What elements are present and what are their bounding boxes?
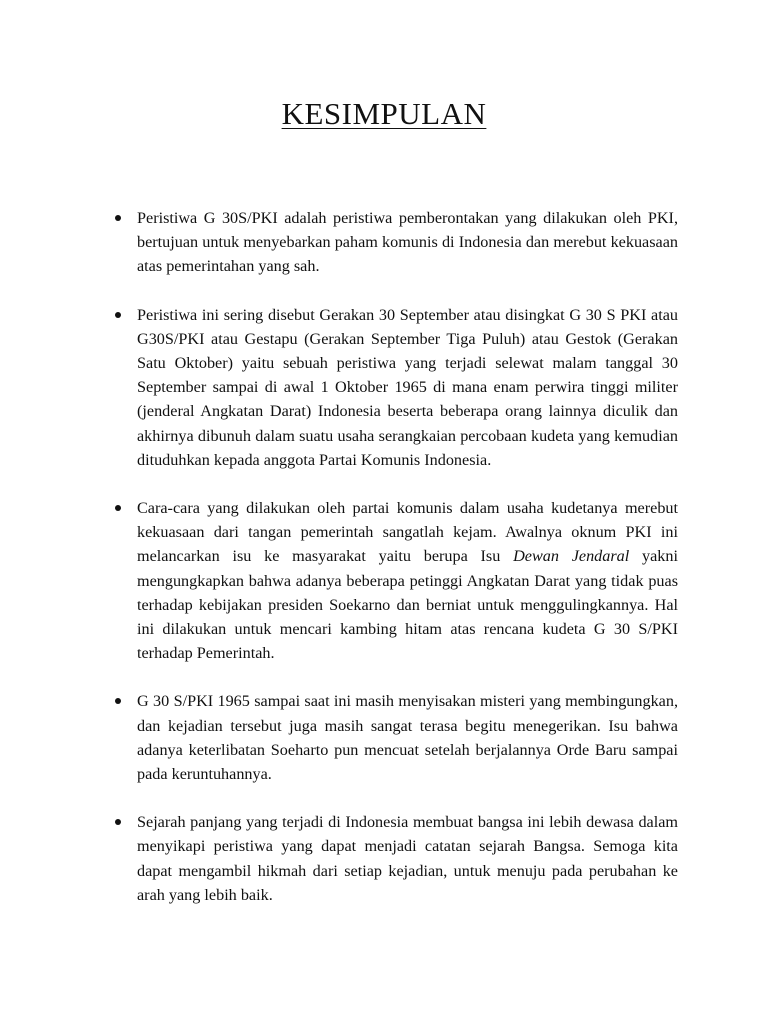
list-item-text (137, 496, 678, 665)
list-item (137, 303, 678, 472)
list-item (137, 496, 678, 665)
bullet-icon (115, 505, 121, 511)
list-item-text (137, 810, 678, 907)
text-segment: Cara-cara yang dilakukan oleh partai komunis dalam usaha kudetanya merebut kekuasaan dari tangan pemerintah sangatlah kejam. Awalnya oknum PKI ini melancarkan isu ke masyarakat yaitu berupa Isu (137, 499, 678, 566)
list-item (137, 689, 678, 786)
list-item (137, 206, 678, 279)
text-segment: G 30 S/PKI 1965 sampai saat ini masih menyisakan misteri yang membingungkan, dan kejadian tersebut juga masih sangat terasa begitu menegerikan. Isu bahwa adanya keterlibatan Soeharto pun mencuat setelah berjalannya Orde Baru sampai pada keruntuhannya. (137, 692, 678, 784)
text-segment: Peristiwa ini sering disebut Gerakan 30 September atau disingkat G 30 S PKI atau G30S/PKI atau Gestapu (Gerakan September Tiga Puluh) atau Gestok (Gerakan Satu Oktober) yaitu sebuah peristiwa yang terjadi selewat malam tanggal 30 September sampai di awal 1 Oktober 1965 di mana enam perwira tinggi militer (jenderal Angkatan Darat) Indonesia beserta beberapa orang lainnya diculik dan akhirnya dibunuh dalam suatu usaha serangkaian percobaan kudeta yang kemudian dituduhkan kepada anggota Partai Komunis Indonesia. (137, 305, 678, 469)
list-item (137, 810, 678, 907)
bullet-icon (115, 215, 121, 221)
conclusion-list (0, 206, 768, 907)
bullet-icon (115, 698, 121, 704)
list-item-text (137, 303, 678, 472)
italic-term: Dewan Jendaral (513, 547, 630, 566)
bullet-icon (115, 312, 121, 318)
text-segment: Sejarah panjang yang terjadi di Indonesia membuat bangsa ini lebih dewasa dalam menyikapi peristiwa yang dapat menjadi catatan sejarah Bangsa. Semoga kita dapat mengambil hikmah dari setiap kejadian, untuk menuju pada perubahan ke arah yang lebih baik. (137, 813, 678, 904)
list-item-text (137, 206, 678, 279)
bullet-icon (115, 819, 121, 825)
text-segment: yakni mengungkapkan bahwa adanya beberapa petinggi Angkatan Darat yang tidak puas terhadap kebijakan presiden Soekarno dan berniat untuk menggulingkannya. Hal ini dilakukan untuk mencari kambing hitam atas rencana kudeta G 30 S/PKI terhadap Pemerintah. (137, 547, 678, 663)
list-item-text (137, 689, 678, 786)
text-segment: Peristiwa G 30S/PKI adalah peristiwa pemberontakan yang dilakukan oleh PKI, bertujuan untuk menyebarkan paham komunis di Indonesia dan merebut kekuasaan atas pemerintahan yang sah. (137, 209, 678, 276)
document-title: KESIMPULAN (281, 96, 487, 131)
